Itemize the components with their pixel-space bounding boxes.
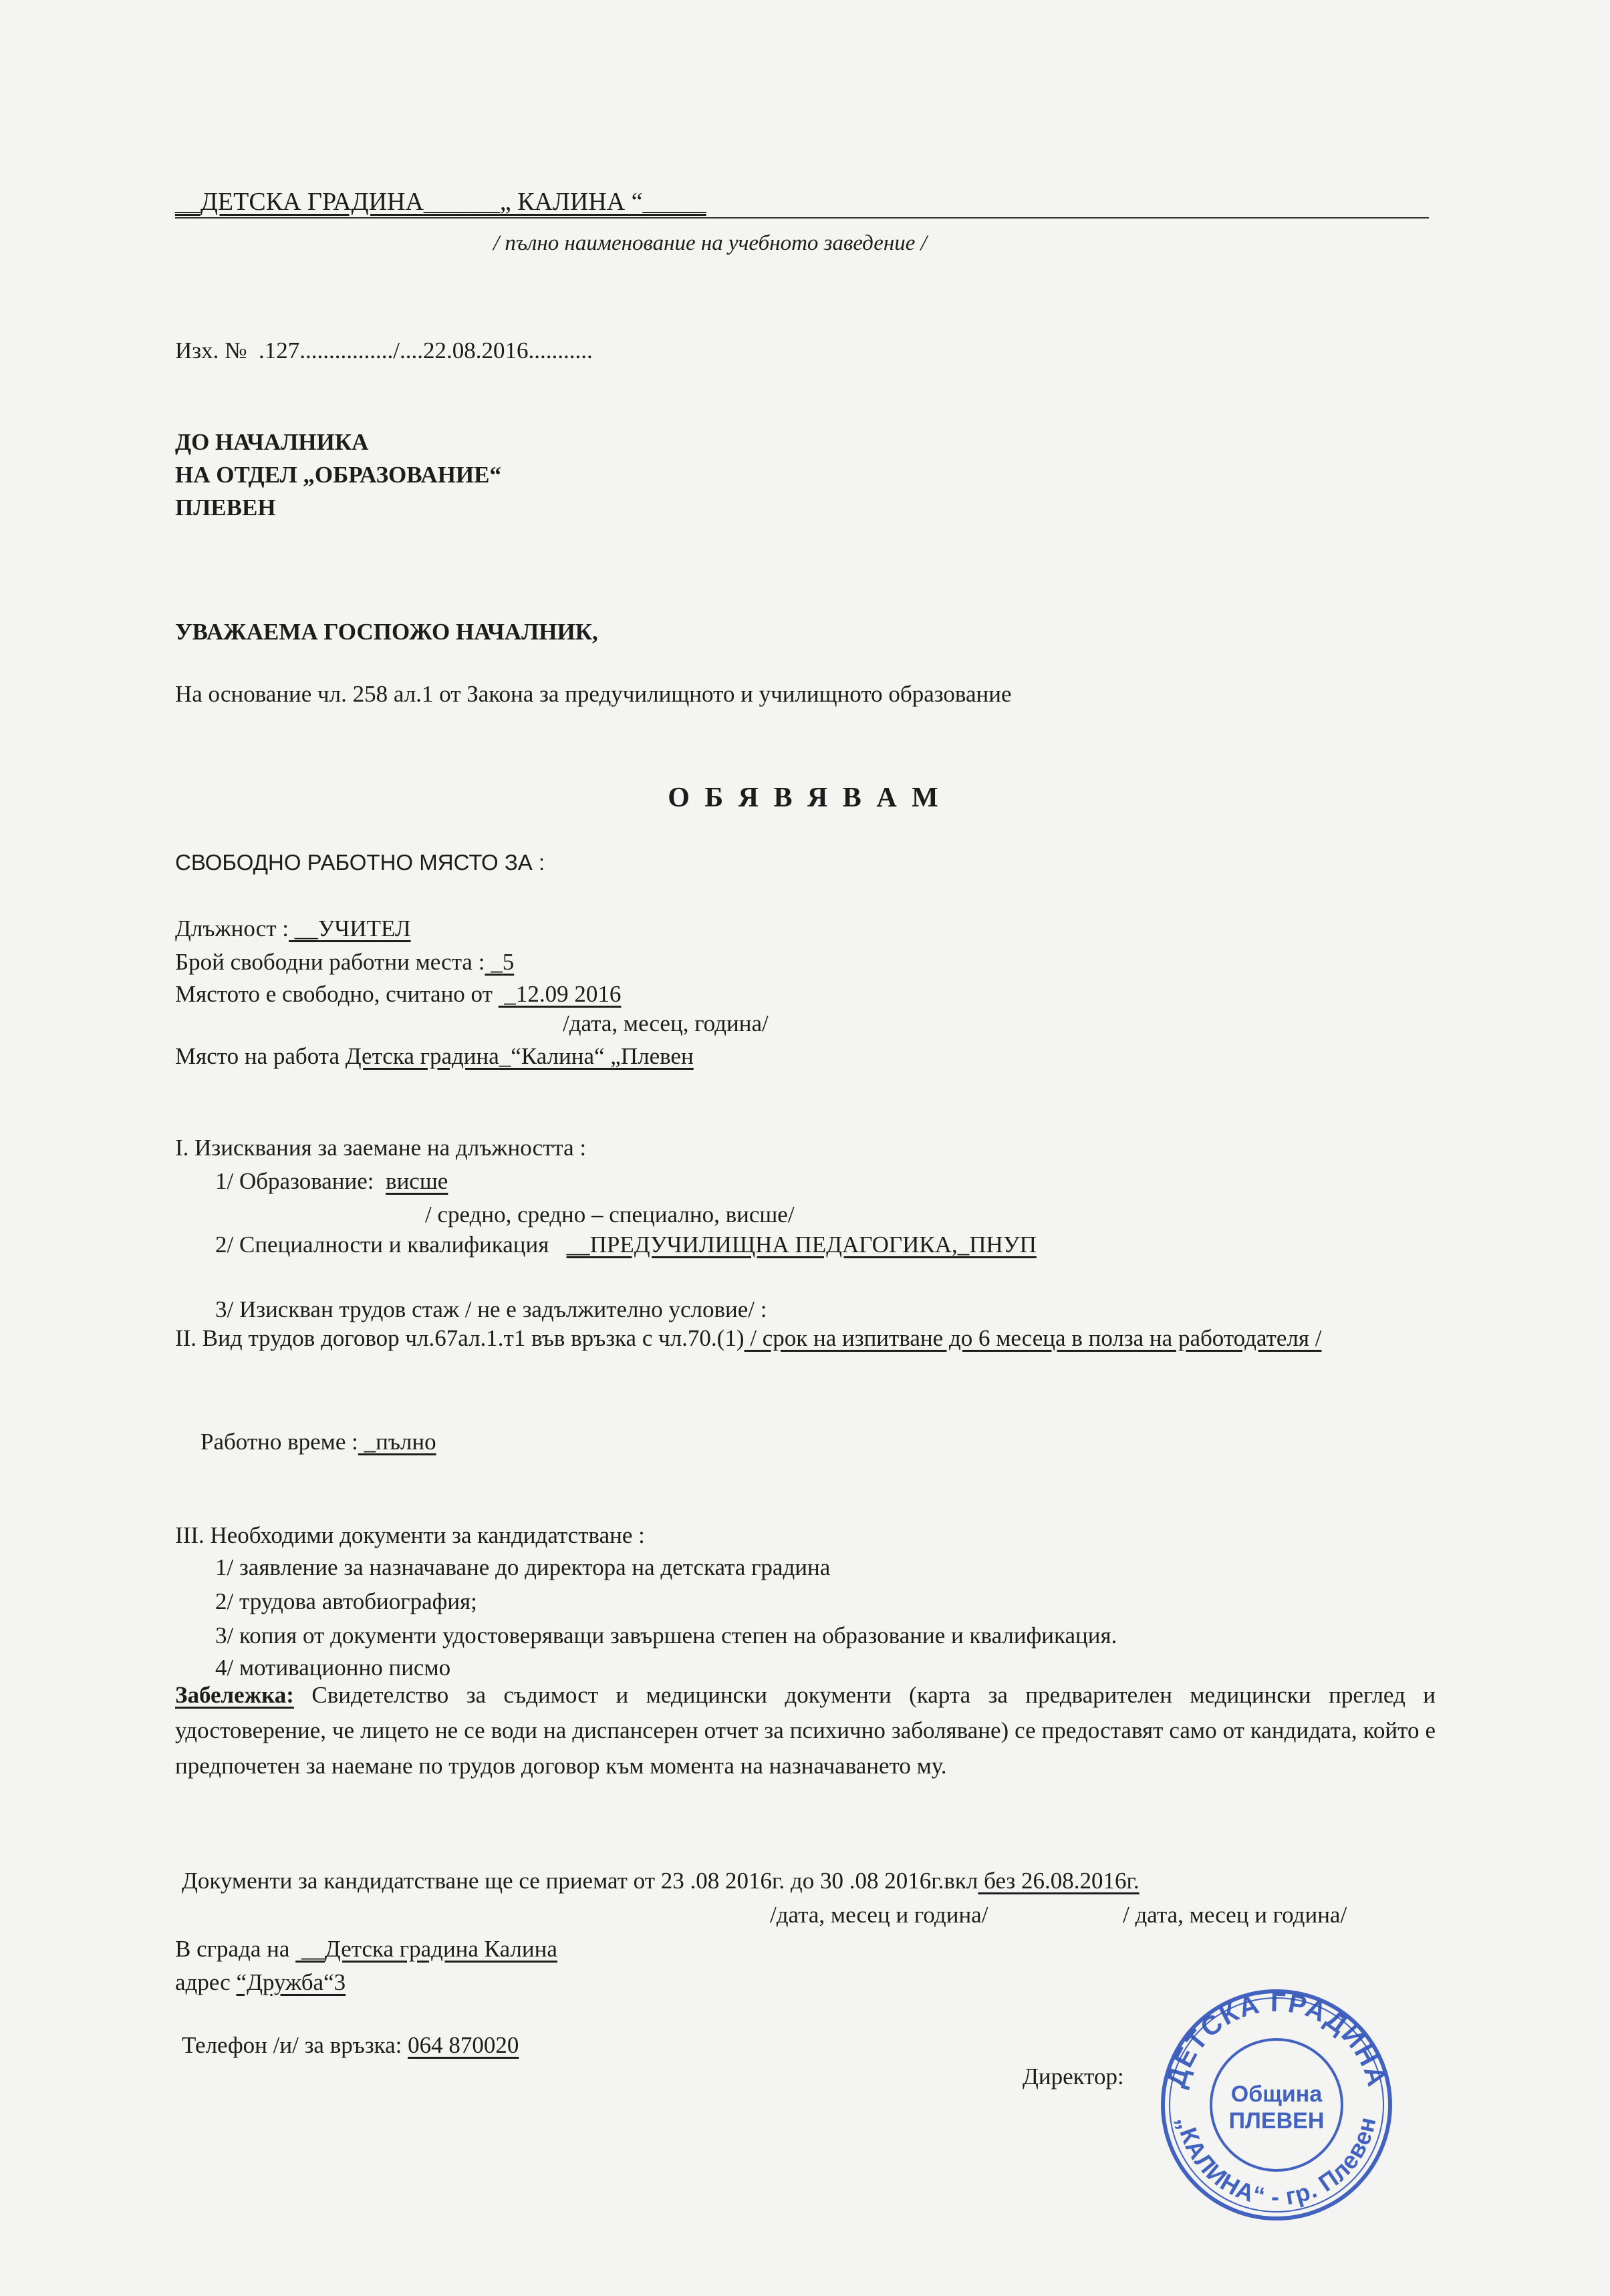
deadline-caption-2: / дата, месец и година/ (1123, 1902, 1347, 1928)
free-from-line: Мястото е свободно, считано от _12.09 2016 (175, 981, 622, 1007)
education-label: 1/ Образование: (215, 1168, 374, 1194)
free-from-caption: /дата, месец, година/ (563, 1010, 769, 1036)
header-rule (175, 217, 1429, 219)
specialty-value: ПРЕДУЧИЛИЩНА ПЕДАГОГИКА,_ПНУП (589, 1232, 1037, 1258)
worktime-label: Работно време : (200, 1429, 358, 1455)
phone-label: Телефон /и/ за връзка: (182, 2032, 402, 2058)
institution-caption: / пълно наименование на учебното заведение / (493, 231, 927, 255)
reference-value: .127................/....22.08.2016........... (259, 337, 593, 364)
note-paragraph (175, 1677, 1436, 1783)
reference-label: Изх. № (175, 337, 247, 364)
recipient-line-2: НА ОТДЕЛ „ОБРАЗОВАНИЕ“ (175, 462, 501, 488)
official-stamp (1156, 1985, 1397, 2225)
specialty-label: 2/ Специалности и квалификация (215, 1232, 549, 1258)
free-from-value: 12.09 2016 (515, 981, 622, 1007)
building-value: Детска градина Калина (324, 1936, 557, 1962)
contract-paragraph (175, 1320, 1436, 1356)
education-value: висше (386, 1168, 448, 1194)
document-item-4: 4/ мотивационно писмо (215, 1655, 451, 1681)
stamp-top-text: ДЕТСКА ГРАДИНА (1161, 1987, 1392, 2091)
education-line (215, 1169, 448, 1193)
address-label: адрес (175, 1969, 231, 1995)
note-label: Забележка: (175, 1682, 294, 1708)
stamp-bottom-text: „КАЛИНА“ - гр. Плевен (1172, 2114, 1381, 2211)
reference-number (175, 339, 593, 362)
deadline-text: Документи за кандидатстване ще се приемат от 23 .08 2016г. до 30 .08 2016г.вкл (182, 1868, 978, 1894)
document-item-2: 2/ трудова автобиография; (215, 1588, 477, 1614)
address-line (175, 1971, 346, 1994)
stamp-seal-graphic (1156, 1985, 1397, 2225)
phone-line (182, 2033, 519, 2057)
section1-title: I. Изисквания за заемане на длъжността : (175, 1135, 587, 1161)
vacancies-line: Брой свободни работни места : _5 (175, 949, 515, 975)
note-text: Свидетелство за съдимост и медицински документи (карта за предварителен медицински преглед и удостоверение, че лицето не се води на диспансерен отчет за психично заболяване) се предоставят само от кандидата, който е предпочетен за наемане по трудов договор към момента на назначаването му. (175, 1682, 1436, 1779)
address-value: “Дружба“3 (236, 1969, 346, 1995)
phone-value: 064 870020 (408, 2032, 519, 2058)
salutation: УВАЖАЕМА ГОСПОЖО НАЧАЛНИК, (175, 619, 598, 645)
vacancies-value: 5 (502, 949, 515, 975)
position-label: Длъжност : (175, 915, 289, 942)
free-from-label: Мястото е свободно, считано от (175, 981, 493, 1007)
vacancies-label: Брой свободни работни места : (175, 949, 485, 975)
position-line: Длъжност : __УЧИТЕЛ (175, 915, 411, 942)
education-caption: / средно, средно – специално, висше/ (425, 1201, 795, 1228)
signature-label: Директор: (1023, 2063, 1124, 2090)
building-line: В сграда на __Детска градина Калина (175, 1936, 557, 1962)
institution-header: __ДЕТСКА ГРАДИНА______„ КАЛИНА “_____ (175, 188, 706, 216)
institution-prefix: ДЕТСКА ГРАДИНА (200, 188, 424, 216)
stamp-center-line-2: ПЛЕВЕН (1228, 2108, 1325, 2134)
recipient-line-3: ПЛЕВЕН (175, 494, 276, 521)
deadline-underlined: без 26.08.2016г. (978, 1868, 1139, 1894)
contract-underlined: / срок на изпитване до 6 месеца в полза на работодателя / (744, 1325, 1322, 1351)
section3-title: III. Необходими документи за кандидатстване : (175, 1522, 645, 1548)
workplace-line (175, 1044, 694, 1068)
workplace-label: Място на работа (175, 1043, 340, 1069)
contract-text: II. Вид трудов договор чл.67ал.1.т1 във връзка с чл.70.(1) (175, 1325, 745, 1351)
stamp-center-line-1: Община (1230, 2082, 1323, 2107)
specialty-line: 2/ Специалности и квалификация __ПРЕДУЧИЛИЩНА ПЕДАГОГИКА,_ПНУП (215, 1232, 1037, 1258)
announce-heading: О Б Я В Я В А М (668, 782, 942, 813)
worktime-line: Работно време : _пълно (200, 1429, 436, 1455)
deadline-caption-1: /дата, месец и година/ (770, 1902, 988, 1928)
experience-line: 3/ Изискван трудов стаж / не е задължително условие/ : (215, 1296, 767, 1322)
legal-basis: На основание чл. 258 ал.1 от Закона за предучилищното и училищното образование (175, 681, 1012, 707)
deadline-line (182, 1869, 1139, 1892)
institution-name: „ КАЛИНА “ (499, 188, 643, 216)
position-value: УЧИТЕЛ (317, 915, 411, 942)
recipient-line-1: ДО НАЧАЛНИКА (175, 429, 369, 455)
document-item-1: 1/ заявление за назначаване до директора на детската градина (215, 1554, 831, 1580)
vacancy-heading: СВОБОДНО РАБОТНО МЯСТО ЗА : (175, 850, 545, 875)
building-label: В сграда на (175, 1936, 290, 1962)
document-item-3: 3/ копия от документи удостоверяващи завършена степен на образование и квалификация. (215, 1622, 1117, 1648)
workplace-value: Детска градина_“Калина“ „Плевен (345, 1043, 694, 1069)
worktime-value: пълно (376, 1429, 436, 1455)
